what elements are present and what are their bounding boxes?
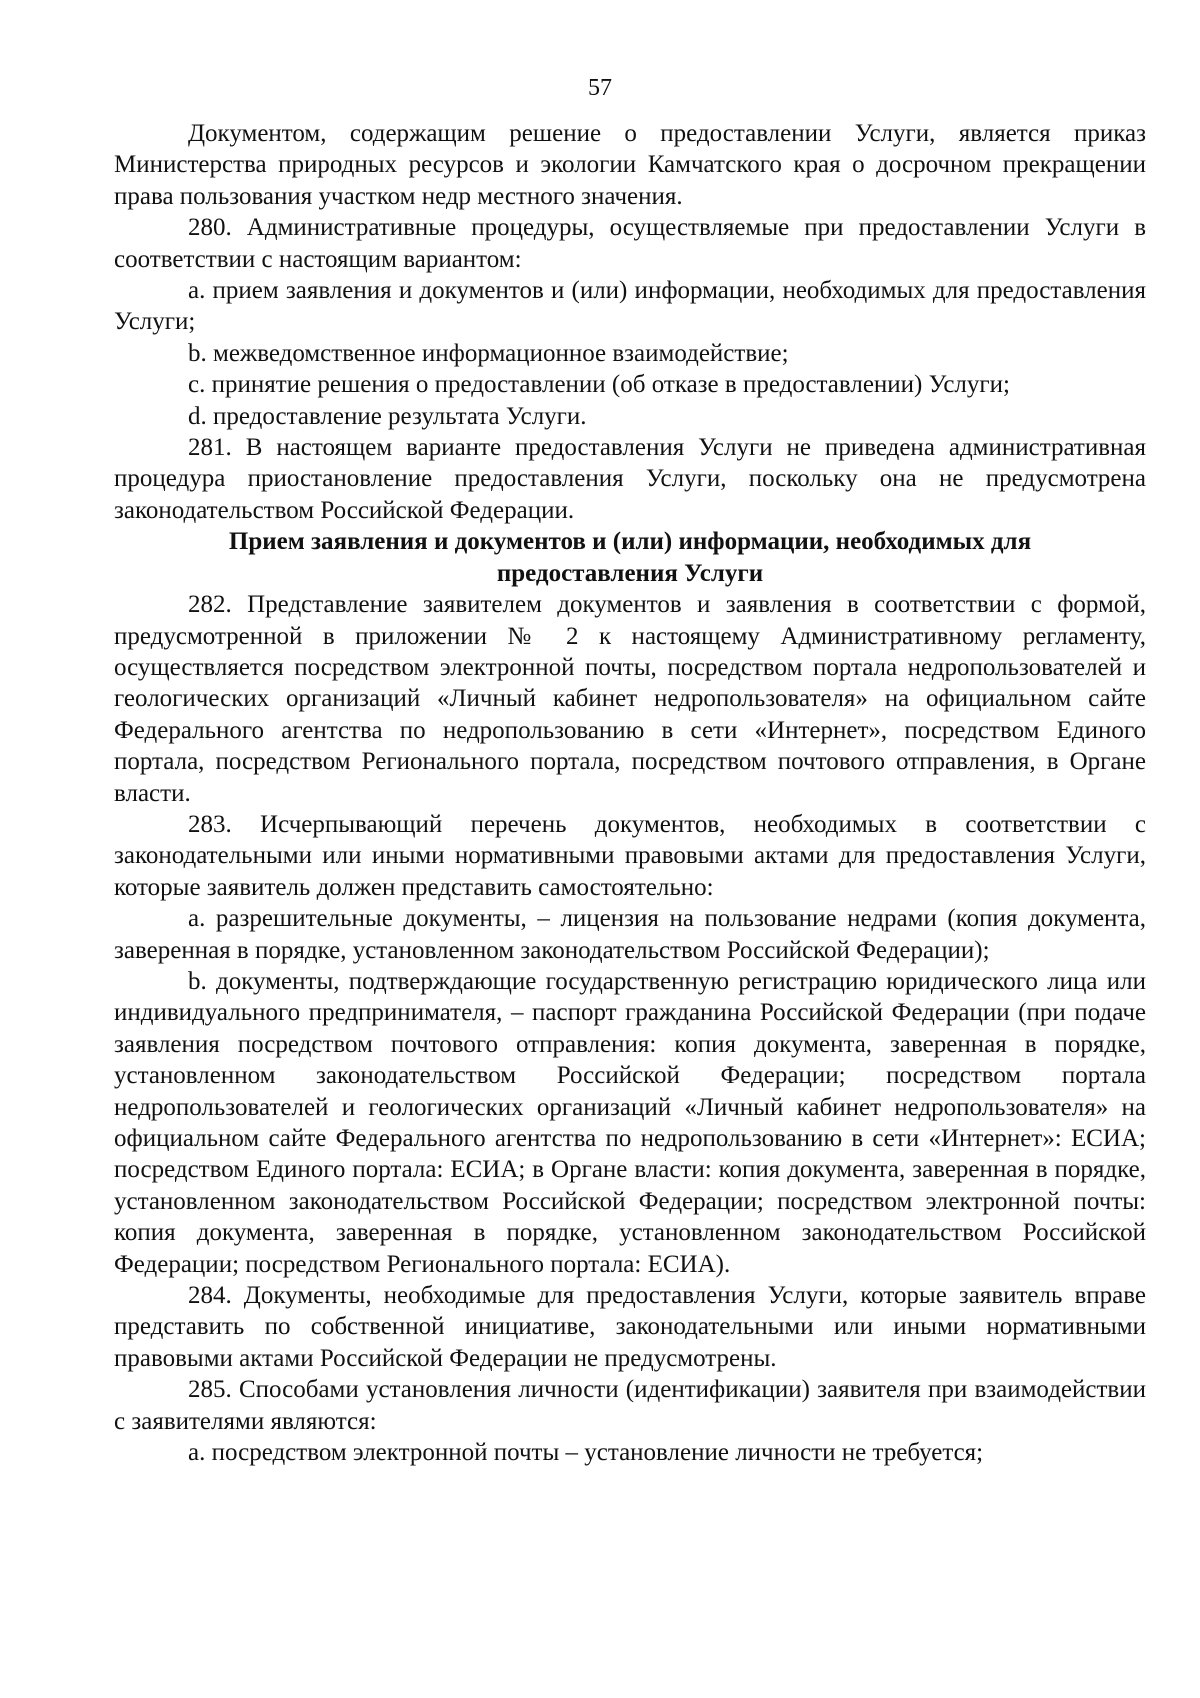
list-item-283-a: a. разрешительные документы, – лицензия на пользование недрами (копия документа, заверенная в порядке, установленном законодательством Российской Федерации); [114, 905, 1146, 964]
section-heading-line-2: предоставления Услуги [496, 559, 764, 587]
list-item-285-a: a. посредством электронной почты – установление личности не требуется; [188, 1439, 984, 1467]
paragraph-285: 285. Способами установления личности (идентификации) заявителя при взаимодействии с заявителями являются: [114, 1376, 1146, 1435]
document-body [114, 118, 1146, 1468]
paragraph-282: 282. Представление заявителем документов и заявления в соответствии с формой, предусмотренной в приложении № 2 к настоящему Административному регламенту, осуществляется посредством электронной почты, посредством портала недропользователей и геологических организаций «Личный кабинет недропользователя» на официальном сайте Федерального агентства по недропользованию в сети «Интернет», посредством Единого портала, посредством Регионального портала, посредством почтового отправления, в Органе власти. [114, 591, 1146, 807]
paragraph-284: 284. Документы, необходимые для предоставления Услуги, которые заявитель вправе представить по собственной инициативе, законодательными или иными нормативными правовыми актами Российской Федерации не предусмотрены. [114, 1282, 1146, 1372]
page-number: 57 [588, 75, 612, 101]
list-item-280-b: b. межведомственное информационное взаимодействие; [188, 339, 789, 367]
paragraph-decision-document: Документом, содержащим решение о предоставлении Услуги, является приказ Министерства природных ресурсов и экологии Камчатского края о досрочном прекращении права пользования участком недр местного значения. [114, 120, 1146, 210]
section-heading [114, 526, 1146, 589]
paragraph-280: 280. Административные процедуры, осуществляемые при предоставлении Услуги в соответствии с настоящим вариантом: [114, 214, 1146, 273]
list-item-283-b: b. документы, подтверждающие государственную регистрацию юридического лица или индивидуального предпринимателя, – паспорт гражданина Российской Федерации (при подаче заявления посредством почтового отправления: копия документа, заверенная в порядке, установленном законодательством Российской Федерации; посредством портала недропользователей и геологических организаций «Личный кабинет недропользователя» на официальном сайте Федерального агентства по недропользованию в сети «Интернет»: ЕСИА; посредством Единого портала: ЕСИА; в Органе власти: копия документа, заверенная в порядке, установленном законодательством Российской Федерации; посредством электронной почты: копия документа, заверенная в порядке, установленном законодательством Российской Федерации; посредством Регионального портала: ЕСИА). [114, 967, 1146, 1278]
section-heading-line-1: Прием заявления и документов и (или) информации, необходимых для [228, 528, 1032, 556]
paragraph-281: 281. В настоящем варианте предоставления Услуги не приведена административная процедура приостановление предоставления Услуги, поскольку она не предусмотрена законодательством Российской Федерации. [114, 434, 1146, 524]
list-item-280-d: d. предоставление результата Услуги. [188, 402, 587, 430]
list-item-280-c: c. принятие решения о предоставлении (об отказе в предоставлении) Услуги; [188, 371, 1010, 399]
paragraph-283: 283. Исчерпывающий перечень документов, необходимых в соответствии с законодательными или иными нормативными правовыми актами для предоставления Услуги, которые заявитель должен представить самостоятельно: [114, 810, 1146, 901]
list-item-280-a: a. прием заявления и документов и (или) информации, необходимых для предоставления Услуги; [114, 277, 1146, 336]
